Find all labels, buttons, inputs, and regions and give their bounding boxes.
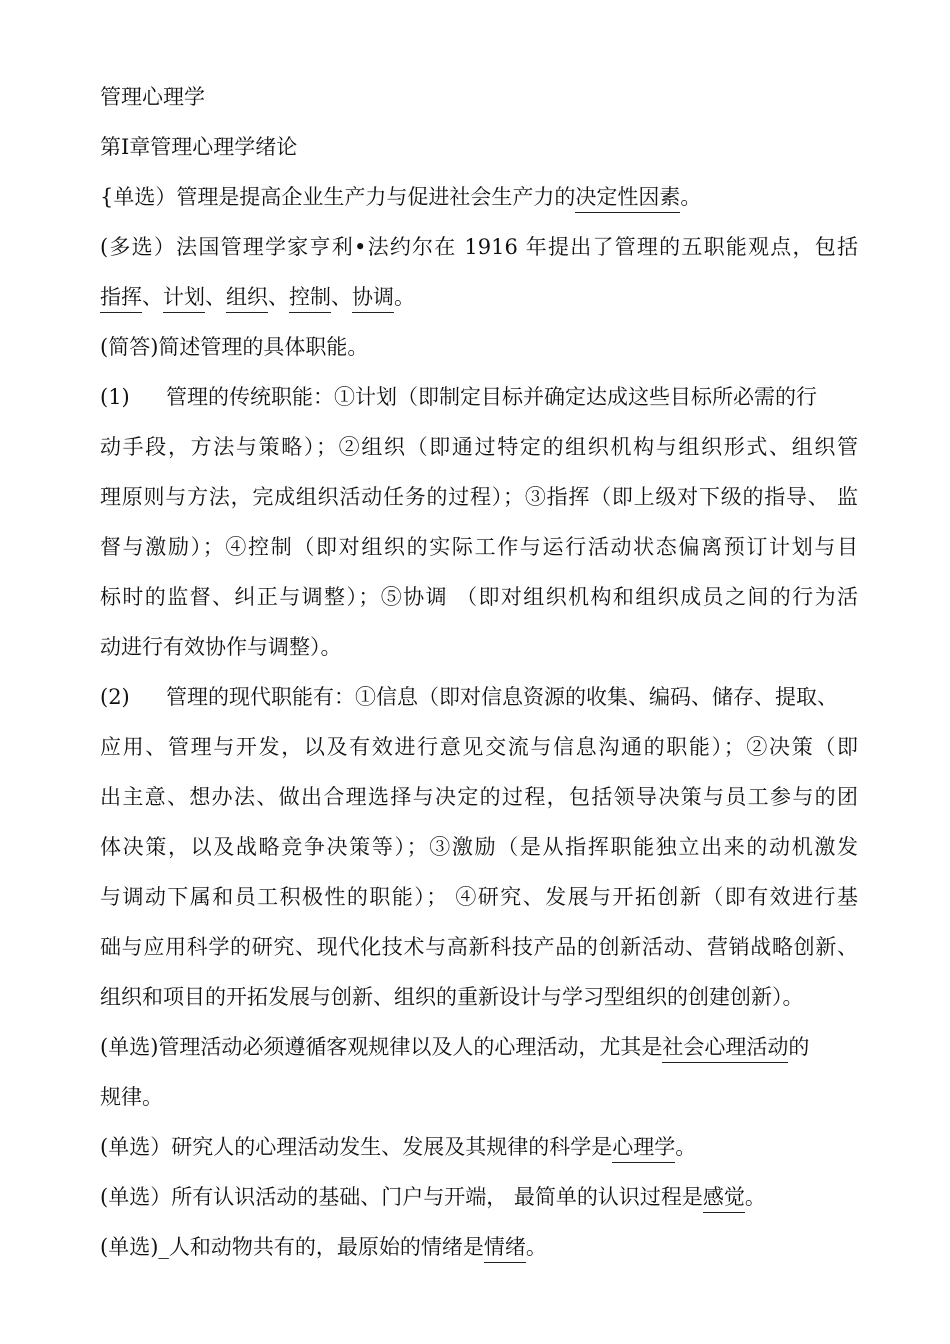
paragraph-1-line-3: 理原则与方法，完成组织活动任务的过程）；③指挥（即上级对下级的指导、 监 xyxy=(100,485,858,509)
question-text: 的 xyxy=(788,1035,810,1059)
paragraph-2-line-6: 础与应用科学的研究、现代化技术与高新科技产品的创新活动、营销战略创新、 xyxy=(100,935,858,959)
question-2-answers xyxy=(100,272,858,322)
punctuation: 。 xyxy=(525,1235,547,1259)
paragraph-1-line-1 xyxy=(100,372,858,422)
separator: 、 xyxy=(331,285,352,309)
question-5 xyxy=(100,1122,858,1172)
question-4 xyxy=(100,1022,858,1072)
item-number: (1) xyxy=(100,385,130,409)
question-7 xyxy=(100,1222,858,1272)
paragraph-1-line-2: 动手段，方法与策略）；②组织（即通过特定的组织机构与组织形式、组织管 xyxy=(100,435,858,459)
separator: 、 xyxy=(142,285,163,309)
separator: 、 xyxy=(268,285,289,309)
question-1 xyxy=(100,172,858,222)
answer-underlined: 决定性因素 xyxy=(575,185,680,213)
paragraph-2-line-2: 应用、管理与开发，以及有效进行意见交流与信息沟通的职能）；②决策（即 xyxy=(100,735,858,759)
answer-underlined: 协调 xyxy=(352,285,394,313)
paragraph-1-line-5: 标时的监督、纠正与调整）；⑤协调 （即对组织机构和组织成员之间的行为活 xyxy=(100,585,858,609)
paragraph-2-line-4: 体决策，以及战略竞争决策等）；③激励（是从指挥职能独立出来的动机激发 xyxy=(100,835,858,859)
answer-underlined: 指挥 xyxy=(100,285,142,313)
question-text: 管理是提高企业生产力与促进社会生产力的 xyxy=(176,185,576,209)
answer-underlined: 控制 xyxy=(289,285,331,313)
punctuation: 。 xyxy=(675,1135,697,1159)
question-3: (简答)简述管理的具体职能。 xyxy=(100,335,369,359)
paragraph-1-line-4: 督与激励）；④控制（即对组织的实际工作与运行活动状态偏离预订计划与目 xyxy=(100,535,858,559)
question-text: (单选）研究人的心理活动发生、发展及其规律的科学是 xyxy=(100,1135,613,1159)
question-text: (单选)_人和动物共有的，最原始的情绪是 xyxy=(100,1235,484,1259)
answer-underlined: 社会心理活动 xyxy=(662,1035,788,1063)
paragraph-2-line-1 xyxy=(100,672,858,722)
paragraph-text: 管理的现代职能有：①信息（即对信息资源的收集、编码、储存、提取、 xyxy=(166,685,838,709)
paragraph-1-line-6: 动进行有效协作与调整）。 xyxy=(100,635,342,659)
question-2-line-1: (多选）法国管理学家亨利•法约尔在 1916 年提出了管理的五职能观点，包括 xyxy=(100,235,858,259)
document-page xyxy=(100,72,858,1272)
question-text: (单选)管理活动必须遵循客观规律以及人的心理活动，尤其是 xyxy=(100,1035,663,1059)
question-6 xyxy=(100,1172,858,1222)
question-text: (单选）所有认识活动的基础、门户与开端， 最简单的认识过程是 xyxy=(100,1185,703,1209)
paragraph-2-line-5: 与调动下属和员工积极性的职能）； ④研究、发展与开拓创新（即有效进行基 xyxy=(100,885,858,909)
punctuation: 。 xyxy=(394,285,415,309)
paragraph-2-line-3: 出主意、想办法、做出合理选择与决定的过程，包括领导决策与员工参与的团 xyxy=(100,785,858,809)
paragraph-text: 管理的传统职能：①计划（即制定目标并确定达成这些目标所必需的行 xyxy=(166,385,817,409)
paragraph-2-line-7: 组织和项目的开拓发展与创新、组织的重新设计与学习型组织的创建创新）。 xyxy=(100,985,804,1009)
doc-title: 管理心理学 xyxy=(100,85,205,109)
answer-underlined: 情绪 xyxy=(484,1235,526,1263)
punctuation: 。 xyxy=(744,1185,766,1209)
question-tag: {单选） xyxy=(100,185,177,209)
separator: 、 xyxy=(205,285,226,309)
answer-underlined: 心理学 xyxy=(612,1135,675,1163)
item-number: (2) xyxy=(100,685,130,709)
question-4-cont: 规律。 xyxy=(100,1085,163,1109)
chapter-heading: 第Ⅰ章管理心理学绪论 xyxy=(100,135,298,159)
answer-underlined: 计划 xyxy=(163,285,205,313)
answer-underlined: 组织 xyxy=(226,285,268,313)
answer-underlined: 感觉 xyxy=(703,1185,745,1213)
punctuation: 。 xyxy=(680,185,702,209)
